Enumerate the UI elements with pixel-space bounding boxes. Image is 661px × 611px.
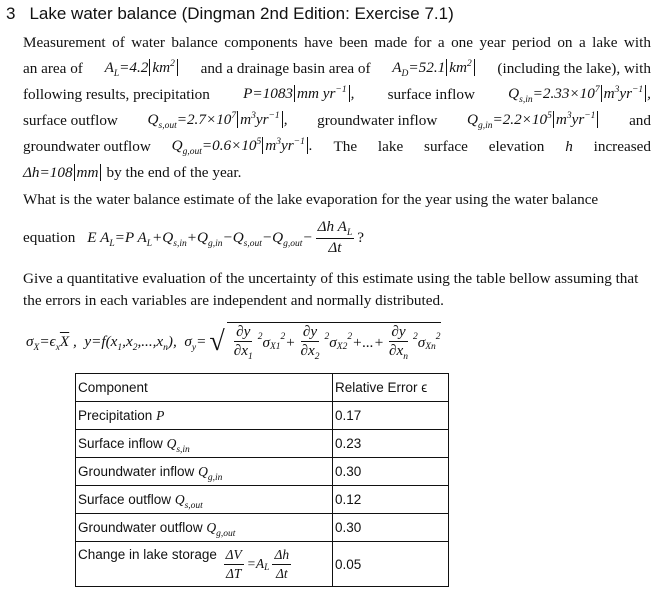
component-cell bbox=[76, 458, 333, 486]
component-symbol: $Q_{g,in}$ bbox=[198, 463, 223, 483]
table-row bbox=[76, 542, 449, 587]
component-symbol: P bbox=[156, 407, 165, 423]
table-row bbox=[76, 458, 449, 486]
component-cell bbox=[76, 402, 333, 430]
word: surface bbox=[424, 138, 468, 155]
text-segment: groundwater outflow bbox=[23, 138, 151, 155]
word: one bbox=[451, 34, 473, 51]
intro-line-6 bbox=[23, 160, 651, 186]
word: Measurement bbox=[23, 34, 106, 51]
table-row bbox=[76, 514, 449, 542]
exercise-heading bbox=[6, 4, 454, 24]
error-cell: 0.23 bbox=[333, 430, 449, 458]
text-segment: following results, precipitation bbox=[23, 86, 210, 103]
component-label: Change in lake storage bbox=[78, 546, 217, 562]
text-segment: an area of bbox=[23, 60, 83, 77]
word: with bbox=[623, 34, 651, 51]
word: for bbox=[413, 34, 432, 51]
word: been bbox=[339, 34, 368, 51]
storage-fraction: $\frac{\Delta h A_L}{\Delta t}$ bbox=[317, 218, 353, 256]
basin-area-math: $A_D=52.1$ $km^2$ bbox=[392, 55, 475, 83]
exercise-number: 3 bbox=[6, 4, 16, 23]
component-symbol: $Q_{s,out}$ bbox=[174, 491, 203, 511]
word: year bbox=[479, 34, 506, 51]
surface-inflow-math: $Q_{s,in}=2.33\times 10^7$ $m^3yr^{-1}$ , bbox=[508, 85, 651, 105]
exercise-title: Lake water balance (Dingman 2nd Edition: Exercise 7.1) bbox=[29, 4, 454, 23]
text-segment: (including the lake), with bbox=[497, 60, 651, 77]
text-segment: and a drainage basin area of bbox=[200, 60, 371, 77]
intro-line-5 bbox=[23, 134, 651, 160]
text-segment: groundwater inflow bbox=[317, 112, 438, 129]
instruction-text: Give a quantitative evaluation of the uncertainty of this estimate using the table bellow assuming that the errors in each variables are independent and normally distributed. bbox=[23, 270, 639, 309]
component-label: Surface outflow bbox=[78, 491, 172, 507]
table-header-row bbox=[76, 374, 449, 402]
intro-line-2 bbox=[23, 56, 651, 82]
level-change-math: Δh=108 mm bbox=[23, 160, 102, 186]
table-row bbox=[76, 402, 449, 430]
lake-area-math: $A_L=4.2$ $km^2$ bbox=[105, 55, 179, 83]
component-label: Groundwater outflow bbox=[78, 519, 203, 535]
component-cell bbox=[76, 486, 333, 514]
word: water bbox=[131, 34, 165, 51]
text-segment: and bbox=[629, 112, 651, 129]
precipitation-math: P=1083 mm $yr^{-1}$ , bbox=[243, 85, 355, 102]
intro-paragraph bbox=[23, 30, 651, 186]
equation-math: E $A_L=P$ $A_L+Q_{s,in}+Q_{g,in}-Q_{s,out}-Q_{g,out}-$ bbox=[87, 228, 313, 249]
word: elevation bbox=[488, 138, 545, 155]
header-component: Component bbox=[76, 374, 333, 402]
equation-label: equation bbox=[23, 228, 76, 246]
sqrt-body: $\frac{\partial y}{\partial x_1}$ 2 σ X1 2 + $\frac{\partial y}{\partial x_2}$ 2 σ X2 2 +...+ $\frac{\partial y}{\partial x_n}$ 2 σ Xn 2 bbox=[227, 322, 441, 362]
component-label: Precipitation bbox=[78, 407, 153, 423]
text-segment: by the end of the year. bbox=[106, 164, 242, 181]
component-cell bbox=[76, 542, 333, 587]
groundwater-outflow-math: $Q_{g,out}=0.6\times 10^5$ $m^3yr^{-1}$ . bbox=[171, 137, 313, 157]
error-cell: 0.17 bbox=[333, 402, 449, 430]
word: of bbox=[112, 34, 125, 51]
question-text: What is the water balance estimate of the lake evaporation for the year using the water balance bbox=[23, 191, 599, 208]
word: period bbox=[512, 34, 551, 51]
error-cell: 0.30 bbox=[333, 514, 449, 542]
surface-outflow-math: $Q_{s,out}=2.7\times 10^7$ $m^3yr^{-1}$ , bbox=[147, 111, 288, 131]
intro-line-4 bbox=[23, 108, 651, 134]
error-cell: 0.12 bbox=[333, 486, 449, 514]
component-label: Surface inflow bbox=[78, 435, 163, 451]
header-relative-error: Relative Error ϵ bbox=[333, 374, 449, 402]
sigma-x-def: $\sigma_X=\epsilon_x\overline{X}$ , $y=f(x_1,x_2,...,x_n)$, $\sigma_y=$ bbox=[26, 333, 207, 353]
error-cell: 0.05 bbox=[333, 542, 449, 587]
error-propagation-formula bbox=[26, 322, 441, 362]
table-row bbox=[76, 430, 449, 458]
component-cell bbox=[76, 430, 333, 458]
word: made bbox=[374, 34, 408, 51]
error-cell: 0.30 bbox=[333, 458, 449, 486]
intro-line-1 bbox=[23, 30, 651, 56]
question-mark: ? bbox=[357, 228, 364, 246]
component-cell bbox=[76, 514, 333, 542]
word: balance bbox=[171, 34, 218, 51]
text-segment: surface outflow bbox=[23, 112, 118, 129]
word: have bbox=[304, 34, 333, 51]
component-symbol: $Q_{g,out}$ bbox=[206, 519, 236, 539]
groundwater-inflow-math: $Q_{g,in}=2.2\times 10^5$ $m^3yr^{-1}$ bbox=[467, 107, 599, 135]
relative-error-table bbox=[75, 373, 449, 587]
word: lake bbox=[592, 34, 618, 51]
word: lake bbox=[377, 138, 404, 155]
word: h bbox=[565, 138, 573, 155]
intro-line-3 bbox=[23, 82, 651, 108]
sqrt-symbol: √ bbox=[209, 326, 225, 357]
water-balance-equation bbox=[23, 218, 364, 257]
word: increased bbox=[593, 138, 651, 155]
word: The bbox=[333, 138, 358, 155]
table-row bbox=[76, 486, 449, 514]
text-segment: surface inflow bbox=[387, 86, 475, 103]
component-label: Groundwater inflow bbox=[78, 463, 195, 479]
component-symbol: $\frac{\Delta V}{\Delta T}$ =A L $\frac{\Delta h}{\Delta t}$ bbox=[225, 546, 290, 581]
component-symbol: $Q_{s,in}$ bbox=[166, 435, 190, 455]
word: a bbox=[437, 34, 445, 51]
word: components bbox=[224, 34, 298, 51]
word: on bbox=[557, 34, 573, 51]
word: a bbox=[578, 34, 586, 51]
